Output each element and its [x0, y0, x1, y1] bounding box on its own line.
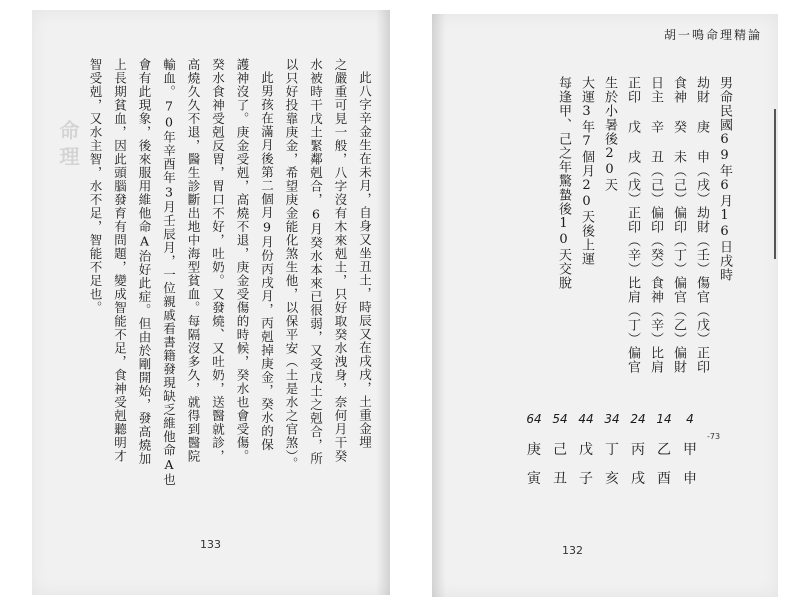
- spine-shadow: [376, 10, 390, 595]
- luck-cycle-branch: 戌: [631, 471, 645, 487]
- chart-column: 大運3年7個月20天後上運: [579, 76, 594, 266]
- chart-column: 正印 戊 戌（戊）正印（辛）比肩（丁）偏官: [625, 76, 640, 374]
- text-column: 護神沒了。庚金受剋，高燒不退，庚金受傷的時候，癸水也會受傷。: [235, 58, 250, 463]
- luck-cycle-age: 64: [526, 412, 542, 426]
- luck-cycle-branch: 酉: [657, 471, 671, 487]
- luck-cycle-branch: 子: [579, 471, 593, 487]
- luck-cycle-stem: 己: [553, 442, 567, 458]
- luck-cycle-stem: 甲: [683, 442, 697, 458]
- text-column: 此八字辛金生在未月，自身又坐丑土，時辰又在戌戌，土重金埋: [357, 71, 373, 449]
- text-column: 之嚴重可見一般，八字沒有木來剋土，只好取癸水洩身，奈何月干癸: [333, 58, 348, 463]
- luck-cycle-age: 4: [686, 412, 694, 426]
- text-column: 輸血。70年辛酉年3月壬辰月，一位親戚看書籍發現缺乏維他命A也: [161, 58, 177, 487]
- page-edge-mark: [774, 109, 776, 259]
- chart-column: 每逢甲、己之年驚蟄後10天交脫: [556, 76, 571, 290]
- luck-cycle-branch: 丑: [553, 471, 567, 487]
- luck-cycle-age: 44: [578, 412, 594, 426]
- book-page-left: [32, 10, 390, 595]
- luck-cycle-stem: 丙: [631, 442, 645, 458]
- luck-cycle-stem: 丁: [605, 442, 619, 458]
- luck-cycle-age: 24: [630, 412, 646, 426]
- running-header: 胡一鳴命理精論: [663, 28, 762, 42]
- luck-cycle-stem: 乙: [657, 442, 671, 458]
- text-column: 智受剋，又水主智，水不足，智能不足也。: [88, 58, 103, 315]
- text-column: 高燒久久不退，醫生診斷出地中海型貧血。每隔沒多久，就得到醫院: [186, 58, 201, 463]
- spine-shadow: [432, 14, 446, 597]
- luck-cycle-branch: 亥: [605, 471, 619, 487]
- text-column: 癸水食神受剋反胃，胃口不好，吐奶。又發燒、又吐奶，送醫就診，: [210, 58, 226, 463]
- text-column: 上長期貧血，因此頭腦發育有問題，變成智能不足，食神受剋聽明才: [112, 58, 128, 463]
- page-number-left: 133: [200, 538, 221, 551]
- bleed-through-text: 命理: [56, 120, 80, 172]
- text-column: 此男孩在滿月後第二個月9月份丙戌月，丙剋掉庚金，癸水的保: [259, 71, 275, 452]
- luck-cycle-stem: 庚: [527, 442, 541, 458]
- luck-cycle-age: 14: [656, 412, 672, 426]
- chart-column: 劫財 庚 申（戌）劫財（壬）傷官（戊）正印: [694, 76, 709, 374]
- chart-column: 生於小暑後20天: [602, 76, 617, 192]
- luck-cycle-age: 54: [552, 412, 568, 426]
- chart-column: 食神 癸 未（己）偏印（丁）偏官（乙）偏財: [671, 76, 686, 374]
- text-column: 水被時干戊土緊鄰剋合，6月癸水本來已很弱，又受戊土之剋合，所: [308, 58, 324, 466]
- page-number-right: 132: [562, 544, 583, 557]
- text-column: 會有此現象，後來服用維他命A治好此症。但由於剛開始，發高燒加: [137, 58, 152, 466]
- luck-cycle-stem: 戊: [579, 442, 593, 458]
- book-page-right: [432, 14, 778, 597]
- chart-column: 男命民國69年6月16日戌時: [717, 76, 732, 282]
- luck-note: -73: [707, 432, 721, 441]
- luck-cycle-age: 34: [604, 412, 620, 426]
- text-column: 以只好投靠庚金，希望庚金能化煞生他，以保平安（土是水之官煞）。: [284, 58, 299, 471]
- chart-column: 日主 辛 丑（己）偏印（癸）食神（辛）比肩: [648, 76, 663, 374]
- luck-cycle-branch: 申: [683, 471, 697, 487]
- luck-cycle-branch: 寅: [527, 471, 541, 487]
